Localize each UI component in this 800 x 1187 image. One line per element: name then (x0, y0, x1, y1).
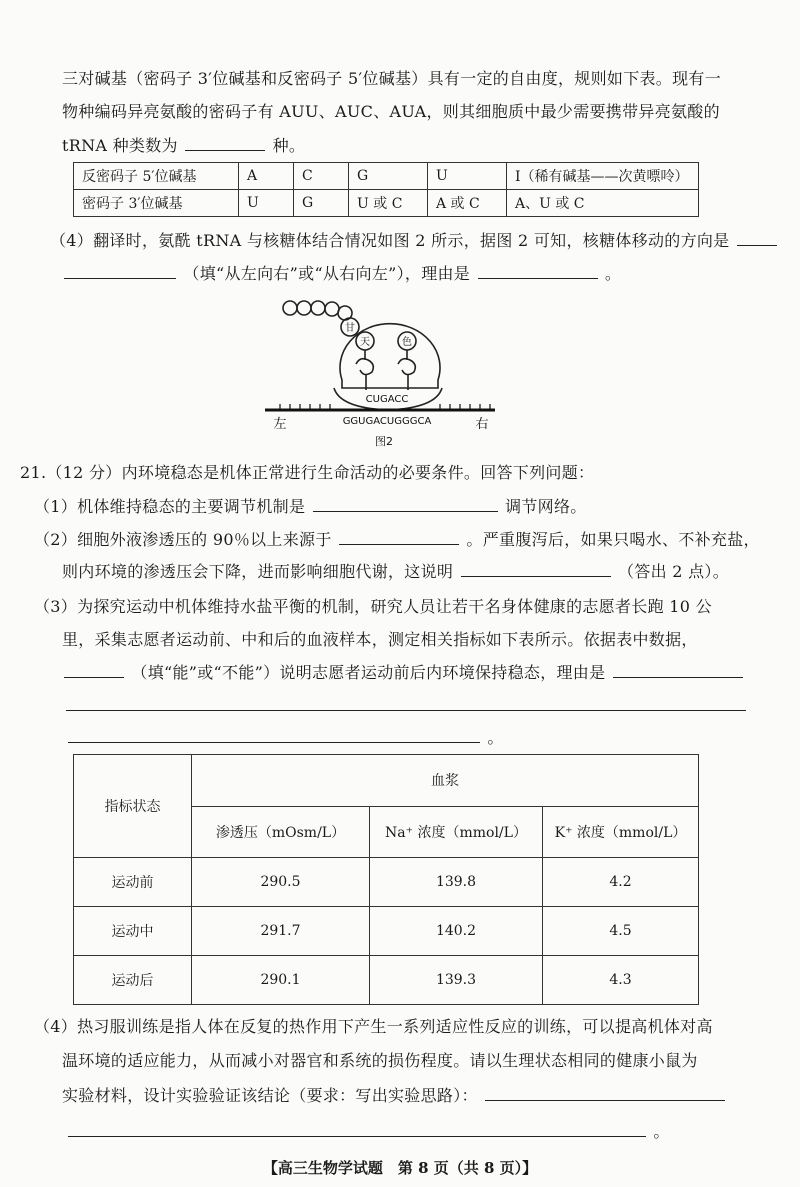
table-row (74, 858, 699, 907)
answer-blank-experiment-part1[interactable] (485, 1084, 725, 1101)
q20-text-line3-start: tRNA 种类数为 (62, 136, 178, 155)
table-cell: 4.2 (543, 858, 699, 907)
q21-3-answer-line3 (66, 726, 504, 749)
table-cell: U (428, 163, 507, 190)
answer-blank-osmotic-source[interactable] (339, 528, 459, 545)
amino-acid-label: 天 (360, 337, 370, 348)
table-cell: A (239, 163, 294, 190)
answer-blank-reason[interactable] (478, 262, 598, 279)
page-footer: 【高三生物学试题 第 8 页（共 8 页）】 (262, 1159, 538, 1177)
answer-blank-experiment-part2[interactable] (68, 1120, 646, 1137)
table-cell: 290.5 (192, 858, 370, 907)
table-cell: 139.3 (370, 956, 543, 1005)
peptide-bead (297, 301, 311, 315)
q21-2-text: （2）细胞外液渗透压的 90％以上来源于 (34, 530, 332, 549)
q21-header: 21.（12 分）内环境稳态是机体正常进行生命活动的必要条件。回答下列问题： (20, 463, 595, 482)
table-cell: 140.2 (370, 907, 543, 956)
anticodon-sequence: CUGACC (365, 394, 409, 405)
table-cell-state: 运动中 (74, 907, 192, 956)
mrna-sequence: GGUGACUGGGCA (342, 416, 432, 427)
trna-right (398, 350, 415, 390)
table-cell: 4.5 (543, 907, 699, 956)
q21-2-text2: 。严重腹泻后，如果只喝水、不补充盐， (466, 530, 760, 549)
q21-2-line1 (34, 528, 760, 551)
table-row (74, 163, 699, 190)
table-header-osmotic: 渗透压（mOsm/L） (192, 806, 370, 858)
q21-4-text3: 实验材料，设计实验验证该结论（要求：写出实验思路）： (62, 1086, 478, 1105)
ribosome-large-subunit (340, 324, 440, 388)
table-cell: 反密码子 5′位碱基 (74, 163, 239, 190)
q21-2-line2 (62, 560, 729, 583)
q21-4-answer-line2 (66, 1120, 670, 1143)
q20-4-line1 (50, 229, 779, 252)
table-cell: G (349, 163, 428, 190)
q21-2-end: （答出 2 点）。 (617, 562, 730, 581)
table-cell: 290.1 (192, 956, 370, 1005)
q21-4-line3 (62, 1084, 727, 1107)
table-header-k: K⁺ 浓度（mmol/L） (543, 806, 699, 858)
table-cell: I（稀有碱基——次黄嘌呤） (507, 163, 699, 190)
q20-text-line1: 三对碱基（密码子 3′位碱基和反密码子 5′位碱基）具有一定的自由度，规则如下表。现有一 (62, 69, 721, 88)
direction-left-label: 左 (273, 417, 287, 432)
answer-blank-reason-part3[interactable] (68, 726, 480, 743)
table-cell: U (239, 190, 294, 217)
table-cell: 4.3 (543, 956, 699, 1005)
trna-left (356, 350, 373, 390)
peptide-bead (283, 301, 297, 315)
q20-text-line3-end: 种。 (272, 136, 306, 155)
answer-line-reason-part2[interactable] (66, 710, 746, 711)
q20-text-line3 (62, 134, 305, 157)
figure2-ribosome-diagram (260, 290, 500, 460)
table-header-plasma: 血浆 (192, 755, 699, 807)
q21-2-text3: 则内环境的渗透压会下降，进而影响细胞代谢，这说明 (62, 562, 454, 581)
q20-4-line2 (62, 262, 621, 285)
table-row (74, 755, 699, 807)
peptide-bead (325, 302, 339, 316)
q21-1-text: （1）机体维持稳态的主要调节机制是 (34, 497, 306, 516)
table-cell: G (294, 190, 349, 217)
answer-blank-explanation[interactable] (461, 560, 611, 577)
table-cell: 密码子 3′位碱基 (74, 190, 239, 217)
answer-blank-direction[interactable] (64, 262, 176, 279)
table-cell: U 或 C (349, 190, 428, 217)
table-row (74, 956, 699, 1005)
q21-4-line1: （4）热习服训练是指人体在反复的热作用下产生一系列适应性反应的训练，可以提高机体对高 (34, 1017, 713, 1036)
amino-acid-label: 色 (402, 337, 412, 348)
table-cell: A 或 C (428, 190, 507, 217)
plasma-indicator-table (73, 754, 699, 1005)
direction-right-label: 右 (475, 417, 489, 432)
q20-4-line2-end: 。 (604, 264, 622, 283)
figure-caption: 图2 (375, 435, 393, 448)
answer-blank-regulation[interactable] (313, 495, 498, 512)
q21-1-end: 调节网络。 (505, 497, 587, 516)
answer-blank-trna-count[interactable] (185, 134, 265, 151)
wobble-rule-table (73, 162, 699, 217)
table-cell-state: 运动后 (74, 956, 192, 1005)
table-cell-state: 运动前 (74, 858, 192, 907)
table-cell: 139.8 (370, 858, 543, 907)
peptide-bead (311, 301, 325, 315)
answer-blank-can-or-cannot[interactable] (64, 661, 124, 678)
q20-4-line2-text: （填“从左向右”或“从右向左”），理由是 (183, 264, 471, 283)
q20-4-line1-text: （4）翻译时，氨酰 tRNA 与核糖体结合情况如图 2 所示，据图 2 可知，核糖体移动的方向是 (50, 231, 730, 250)
table-cell: 291.7 (192, 907, 370, 956)
answer-blank-direction-part1[interactable] (737, 229, 777, 246)
q21-3-end: 。 (487, 728, 504, 747)
table-header-corner: 指标状态 (74, 755, 192, 858)
q21-4-end: 。 (653, 1122, 670, 1141)
amino-acid-label: 甘 (345, 323, 355, 334)
q21-4-line2: 温环境的适应能力，从而减小对器官和系统的损伤程度。请以生理状态相同的健康小鼠为 (62, 1051, 698, 1070)
table-row (74, 907, 699, 956)
q20-text-line2: 物种编码异亮氨酸的密码子有 AUU、AUC、AUA，则其细胞质中最少需要携带异亮氨酸的 (62, 102, 720, 121)
table-row (74, 190, 699, 217)
answer-blank-reason-part1[interactable] (613, 661, 743, 678)
q21-3-line2: 里，采集志愿者运动前、中和后的血液样本，测定相关指标如下表所示。依据表中数据， (62, 630, 698, 649)
q21-3-line3 (62, 661, 745, 684)
q21-3-text3: （填“能”或“不能”）说明志愿者运动前后内环境保持稳态，理由是 (131, 663, 606, 682)
q21-3-line1: （3）为探究运动中机体维持水盐平衡的机制，研究人员让若干名身体健康的志愿者长跑 10 公 (34, 597, 712, 616)
table-header-na: Na⁺ 浓度（mmol/L） (370, 806, 543, 858)
q21-1-line (34, 495, 587, 518)
table-cell: A、U 或 C (507, 190, 699, 217)
table-cell: C (294, 163, 349, 190)
